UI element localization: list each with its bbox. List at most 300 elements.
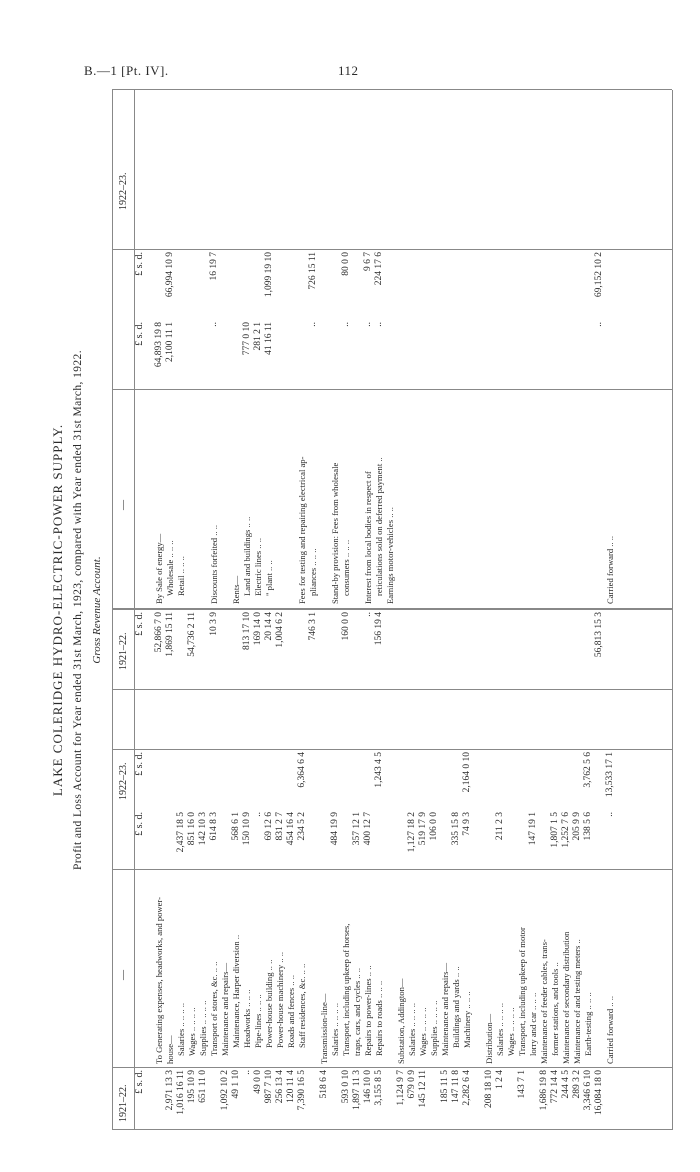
- item-description: [572, 394, 583, 604]
- cur-detail-amount: ..: [374, 322, 384, 327]
- col-divider: [112, 389, 672, 390]
- cur-detail-amount: 74 9 3: [462, 812, 472, 836]
- item-description: [396, 394, 407, 604]
- cur-total-amount: [176, 752, 187, 808]
- item-description: Stand-by provision: Fees from wholesale: [330, 462, 340, 604]
- table-bottom-rule: [672, 90, 673, 1130]
- cur-total-amount: [528, 752, 539, 808]
- item-description: Electric lines .. ..: [253, 538, 263, 596]
- cur-detail-amount: [165, 812, 176, 868]
- item-description: Repairs to power-lines .. ..: [363, 965, 373, 1056]
- item-description: [429, 394, 440, 604]
- cur-detail-amount: [187, 322, 198, 388]
- item-description: Maintenance of and testing meters ..: [572, 939, 582, 1064]
- cur-detail-amount: [396, 812, 407, 868]
- cur-total-amount: [495, 752, 506, 808]
- item-description: Wages .. .. .. ..: [506, 1007, 516, 1056]
- item-description: [198, 394, 209, 604]
- item-description: By Sale of energy—: [154, 533, 164, 604]
- cur-detail-amount: ..: [363, 322, 373, 327]
- cur-total-amount: [385, 252, 396, 318]
- col-divider: [112, 869, 672, 870]
- cur-total-amount: [451, 752, 462, 808]
- item-description: Salaries .. .. .. ..: [176, 1003, 186, 1056]
- account-name: Gross Revenue Account.: [91, 556, 103, 664]
- cur-detail-amount: [418, 322, 429, 388]
- cur-detail-amount: [495, 322, 506, 388]
- prev-amount: 7,390 16 5: [297, 1070, 307, 1111]
- prev-amount: 49 1 10: [231, 1070, 241, 1099]
- cur-detail-amount: [396, 322, 407, 388]
- cur-detail-amount: [198, 322, 209, 388]
- item-description: lorry and car .. .. ..: [528, 992, 538, 1056]
- cur-total-amount: [550, 752, 561, 808]
- prev-amount: 1 2 4: [495, 1070, 505, 1089]
- cur-detail-amount: 454 16 4: [286, 812, 296, 846]
- cur-detail-amount: 205 9 9: [572, 812, 582, 841]
- cur-total-amount: [330, 752, 341, 808]
- cur-total-amount: [242, 752, 253, 808]
- cur-total-amount: [319, 752, 330, 808]
- cur-total-amount: [308, 752, 319, 808]
- cur-detail-amount: [473, 812, 484, 868]
- cur-detail-amount: 831 2 7: [275, 812, 285, 841]
- cur-total-amount: [363, 752, 374, 808]
- cur-detail-amount: [550, 322, 561, 388]
- cur-detail-amount: [539, 322, 550, 388]
- prev-amount: 593 0 10: [341, 1070, 351, 1104]
- cur-detail-amount: [385, 812, 396, 868]
- cur-total-amount: [407, 752, 418, 808]
- item-description: [286, 394, 297, 604]
- prev-amount: [506, 612, 517, 688]
- prev-amount: 52,866 7 0: [154, 612, 164, 653]
- prev-amount: [231, 612, 242, 688]
- cur-detail-amount: [341, 812, 352, 868]
- item-description: Buildings and yards .. ..: [451, 966, 461, 1048]
- item-description: Supplies .. .. .. ..: [429, 1000, 439, 1056]
- cur-total-amount: [330, 252, 341, 318]
- col-divider: [112, 749, 672, 750]
- cur-total-amount: 13,533 17 1: [605, 752, 615, 798]
- table-left-rule: [112, 1129, 672, 1130]
- right-prev-year-heading: 1921–22.: [118, 632, 129, 670]
- prev-amount: [286, 612, 297, 688]
- prev-amount: 156 19 4: [374, 612, 384, 646]
- item-description: Wages .. .. .. ..: [187, 1007, 197, 1056]
- prev-amount: 1,686 19 8: [539, 1070, 549, 1111]
- cur-total-amount: [561, 252, 572, 318]
- item-description: [583, 394, 594, 604]
- cur-total-amount: [506, 252, 517, 318]
- cur-total-amount: 80 0 0: [341, 252, 351, 276]
- prev-amount: [473, 1070, 484, 1128]
- prev-amount: [308, 1070, 319, 1128]
- prev-amount: ..: [242, 1070, 252, 1075]
- cur-total-amount: [275, 752, 286, 808]
- cur-detail-amount: [297, 322, 308, 388]
- cur-detail-amount: [484, 812, 495, 868]
- cur-detail-amount: 851 16 0: [187, 812, 197, 846]
- item-description: To Generating expenses, headworks, and power-: [154, 897, 164, 1064]
- prev-amount: [209, 1070, 220, 1128]
- cur-total-amount: [154, 752, 165, 808]
- prev-amount: 1,092 10 2: [220, 1070, 230, 1111]
- prev-amount: [429, 612, 440, 688]
- item-description: Transport of stores, &c. .. ..: [209, 961, 219, 1056]
- prev-amount: 244 4 5: [561, 1070, 571, 1099]
- cur-detail-amount: ..: [341, 322, 351, 327]
- cur-total-amount: 726 15 11: [308, 252, 318, 290]
- cur-detail-amount: 211 2 3: [495, 812, 505, 841]
- cur-detail-amount: 1,127 18 2: [407, 812, 417, 853]
- cur-detail-amount: [407, 322, 418, 388]
- cur-total-amount: [517, 252, 528, 318]
- right-description-column: [154, 394, 616, 604]
- cur-detail-amount: [319, 812, 330, 868]
- cur-total-amount: [253, 252, 264, 318]
- cur-total-amount: [462, 252, 473, 318]
- cur-detail-amount: 335 15 8: [451, 812, 461, 846]
- prev-amount: [572, 612, 583, 688]
- item-description: Supplies .. .. .. ..: [198, 1000, 208, 1056]
- cur-total-amount: 3,762 5 6: [583, 752, 593, 788]
- cur-detail-amount: ..: [308, 322, 318, 327]
- cur-total-amount: [341, 752, 352, 808]
- cur-detail-amount: 614 8 3: [209, 812, 219, 841]
- cur-total-amount: 69,152 10 2: [594, 252, 604, 298]
- cur-total-amount: [484, 752, 495, 808]
- cur-total-amount: [187, 752, 198, 808]
- prev-amount: 10 3 9: [209, 612, 219, 636]
- prev-amount: [462, 612, 473, 688]
- cur-total-amount: [440, 252, 451, 318]
- left-cur-b-units: £ s. d.: [134, 752, 145, 776]
- item-description: [550, 394, 561, 604]
- item-description: Substation, Addington—: [396, 978, 406, 1064]
- item-description: [561, 394, 572, 604]
- page-reference: B.—1 [Pt. IV].: [84, 63, 169, 78]
- cur-total-amount: [352, 252, 363, 318]
- cur-total-amount: 2,164 0 10: [462, 752, 472, 793]
- item-description: Interest from local bodies in respect of: [363, 471, 373, 604]
- prev-amount: 746 3 1: [308, 612, 318, 641]
- cur-total-amount: 6,364 6 4: [297, 752, 307, 788]
- prev-amount: [385, 1070, 396, 1128]
- item-description: [308, 872, 319, 1064]
- prev-amount: 208 18 10: [484, 1070, 494, 1108]
- item-description: [594, 872, 605, 1064]
- cur-total-amount: [242, 252, 253, 318]
- prev-amount: [583, 612, 594, 688]
- cur-total-amount: [396, 252, 407, 318]
- cur-detail-amount: [451, 322, 462, 388]
- item-description: [506, 394, 517, 604]
- cur-detail-amount: [154, 812, 165, 868]
- cur-detail-amount: [286, 322, 297, 388]
- document-title: LAKE COLERIDGE HYDRO-ELECTRIC-POWER SUPPLY.: [50, 423, 65, 797]
- item-description: Discounts forfeited .. ..: [209, 525, 219, 604]
- prev-amount: 54,736 2 11: [187, 612, 197, 657]
- item-description: Carried forward .. ..: [605, 995, 615, 1064]
- item-description: [220, 394, 231, 604]
- prev-amount: 143 7 1: [517, 1070, 527, 1099]
- cur-total-amount: 9 6 7: [363, 252, 373, 271]
- item-description: pliances .. .. ..: [308, 548, 318, 596]
- cur-detail-amount: 281 2 1: [253, 322, 263, 351]
- prev-amount: [528, 612, 539, 688]
- cur-total-amount: [154, 252, 165, 318]
- item-description: Rents—: [231, 575, 241, 604]
- cur-detail-amount: 2,100 11 1: [165, 322, 175, 363]
- prev-amount: 56,813 15 3: [594, 612, 604, 658]
- right-cur-year-heading: 1922–23.: [118, 172, 129, 210]
- item-description: [484, 394, 495, 604]
- cur-total-amount: [429, 252, 440, 318]
- item-description: consumers .. .. ..: [341, 539, 351, 596]
- cur-detail-amount: [440, 812, 451, 868]
- cur-total-amount: [187, 252, 198, 318]
- cur-total-amount: [220, 252, 231, 318]
- cur-total-amount: [297, 252, 308, 318]
- cur-total-amount: [407, 252, 418, 318]
- right-cur-b-units: £ s. d.: [134, 252, 145, 276]
- cur-total-amount: [198, 752, 209, 808]
- center-divider: [112, 608, 672, 610]
- item-description: [539, 394, 550, 604]
- item-description: reticulations sold on deferred payment ..: [374, 457, 384, 596]
- cur-total-amount: [264, 752, 275, 808]
- cur-total-amount: [418, 752, 429, 808]
- cur-detail-amount: [473, 322, 484, 388]
- item-description: Wages .. .. .. ..: [418, 1007, 428, 1056]
- cur-detail-amount: 1,807 1 5: [550, 812, 560, 848]
- cur-total-amount: [572, 252, 583, 318]
- prev-amount: 1,897 11 3: [352, 1070, 362, 1111]
- prev-amount: [407, 612, 418, 688]
- item-description: [440, 394, 451, 604]
- cur-detail-amount: 69 12 6: [264, 812, 274, 841]
- cur-total-amount: [583, 252, 594, 318]
- prev-amount: 987 7 10: [264, 1070, 274, 1104]
- left-prev-year-column: [154, 1070, 605, 1128]
- right-desc-heading: —: [118, 500, 129, 510]
- cur-detail-amount: [231, 322, 242, 388]
- cur-detail-amount: [308, 812, 319, 868]
- prev-amount: 160 0 0: [341, 612, 351, 641]
- cur-total-amount: [506, 752, 517, 808]
- item-description: Maintenance and repairs—: [220, 962, 230, 1056]
- cur-detail-amount: [572, 322, 583, 388]
- prev-amount: ..: [363, 612, 373, 617]
- prev-amount: 1,016 16 11: [176, 1070, 186, 1115]
- prev-amount: [506, 1070, 517, 1128]
- prev-amount: [297, 612, 308, 688]
- document-subtitle: Profit and Loss Account for Year ended 31st March, 1923, compared with Year ended 31st March, 1922.: [72, 350, 84, 870]
- cur-detail-amount: [561, 322, 572, 388]
- prev-amount: 3,346 6 10: [583, 1070, 593, 1111]
- prev-amount: 1,124 9 7: [396, 1070, 406, 1106]
- cur-total-amount: [275, 252, 286, 318]
- cur-total-amount: [473, 752, 484, 808]
- cur-detail-amount: 519 17 9: [418, 812, 428, 846]
- prev-amount: 518 6 4: [319, 1070, 329, 1099]
- item-description: Pipe-lines .. .. ..: [253, 994, 263, 1048]
- item-description: Retail .. .. ..: [176, 556, 186, 596]
- prev-amount: 49 0 0: [253, 1070, 263, 1094]
- cur-total-amount: [198, 252, 209, 318]
- prev-amount: 679 0 9: [407, 1070, 417, 1099]
- item-description: Salaries .. .. .. ..: [407, 1003, 417, 1056]
- prev-amount: [473, 612, 484, 688]
- cur-detail-amount: ..: [594, 322, 604, 327]
- prev-amount: 16,084 18 0: [594, 1070, 604, 1116]
- item-description: [528, 394, 539, 604]
- cur-total-amount: [495, 252, 506, 318]
- prev-amount: 1,869 15 11: [165, 612, 175, 657]
- item-description: Salaries .. .. .. ..: [495, 1003, 505, 1056]
- table-header-rule: [134, 90, 135, 1130]
- prev-amount: 651 11 0: [198, 1070, 208, 1103]
- cur-total-amount: [231, 252, 242, 318]
- cur-total-amount: [517, 752, 528, 808]
- prev-amount: 2,971 13 3: [165, 1070, 175, 1111]
- cur-total-amount: [561, 752, 572, 808]
- right-prev-units: £ s. d.: [134, 612, 145, 636]
- left-desc-heading: —: [118, 970, 129, 980]
- left-cur-a-units: £ s. d.: [134, 812, 145, 836]
- col-divider: [112, 1067, 672, 1068]
- prev-amount: [330, 1070, 341, 1128]
- cur-detail-amount: 568 6 1: [231, 812, 241, 841]
- right-cur-year-detail-column: [154, 322, 605, 388]
- item-description: Transport, including upkeep of horses,: [341, 923, 351, 1056]
- left-description-column: [154, 872, 616, 1064]
- cur-total-amount: [352, 752, 363, 808]
- cur-total-amount: [539, 752, 550, 808]
- prev-amount: 772 14 4: [550, 1070, 560, 1104]
- cur-detail-amount: [484, 322, 495, 388]
- cur-total-amount: 1,099 19 10: [264, 252, 274, 298]
- prev-amount: 145 12 11: [418, 1070, 428, 1108]
- item-description: house—: [165, 1035, 175, 1064]
- prev-amount: [385, 612, 396, 688]
- prev-amount: [451, 612, 462, 688]
- right-cur-year-total-column: [154, 252, 605, 318]
- cur-total-amount: [418, 252, 429, 318]
- cur-total-amount: [550, 252, 561, 318]
- cur-total-amount: [440, 752, 451, 808]
- right-cur-a-units: £ s. d.: [134, 322, 145, 346]
- item-description: [594, 394, 605, 604]
- table-top-rule: [112, 90, 113, 1130]
- cur-detail-amount: 484 19 9: [330, 812, 340, 846]
- item-description: [407, 394, 418, 604]
- cur-detail-amount: 106 0 0: [429, 812, 439, 841]
- item-description: [352, 394, 363, 604]
- prev-amount: [528, 1070, 539, 1128]
- item-description: Maintenance of secondary distribution: [561, 931, 571, 1064]
- prev-amount: 256 13 4: [275, 1070, 285, 1104]
- cur-detail-amount: 138 5 6: [583, 812, 593, 841]
- cur-detail-amount: 777 0 10: [242, 322, 252, 356]
- prev-amount: [550, 612, 561, 688]
- table-right-rule: [112, 89, 672, 90]
- cur-total-amount: [176, 252, 187, 318]
- item-description: Headworks .. .. ..: [242, 989, 252, 1048]
- left-prev-units: £ s. d.: [134, 1070, 145, 1094]
- item-description: Machinery .. .. ..: [462, 991, 472, 1048]
- cur-detail-amount: 150 10 9: [242, 812, 252, 846]
- item-description: [418, 394, 429, 604]
- prev-amount: [352, 612, 363, 688]
- cur-total-amount: 66,994 10 9: [165, 252, 175, 298]
- cur-detail-amount: [462, 322, 473, 388]
- cur-detail-amount: [275, 322, 286, 388]
- cur-detail-amount: 2,437 18 5: [176, 812, 186, 853]
- cur-detail-amount: [319, 322, 330, 388]
- cur-total-amount: [165, 752, 176, 808]
- prev-amount: [176, 612, 187, 688]
- prev-amount: [495, 612, 506, 688]
- account-table: [112, 90, 672, 1130]
- cur-total-amount: [396, 752, 407, 808]
- cur-detail-amount: ..: [209, 322, 219, 327]
- item-description: Power-house machinery .. ..: [275, 951, 285, 1048]
- page-number: 112: [338, 63, 359, 78]
- prev-amount: [440, 612, 451, 688]
- item-description: Maintenance of feeder cables, trans-: [539, 939, 549, 1064]
- item-description: traps, cars, and cycles .. ..: [352, 967, 362, 1056]
- col-divider: [112, 689, 672, 690]
- item-description: [517, 394, 528, 604]
- prev-amount: [154, 1070, 165, 1128]
- left-cur-year-total-column: [154, 752, 616, 808]
- prev-amount: [539, 612, 550, 688]
- cur-total-amount: [594, 752, 605, 808]
- item-description: Fees for testing and repairing electrical ap-: [297, 456, 307, 604]
- cur-total-amount: [473, 252, 484, 318]
- cur-detail-amount: 147 19 1: [528, 812, 538, 846]
- left-cur-year-heading: 1922–23.: [118, 762, 129, 800]
- item-description: Wholesale .. .. ..: [165, 540, 175, 596]
- prev-amount: 120 11 4: [286, 1070, 296, 1103]
- prev-amount: 2,282 6 4: [462, 1070, 472, 1106]
- prev-amount: [319, 612, 330, 688]
- prev-amount: [429, 1070, 440, 1128]
- cur-detail-amount: [517, 812, 528, 868]
- prev-amount: 185 11 5: [440, 1070, 450, 1103]
- cur-detail-amount: [506, 322, 517, 388]
- cur-total-amount: [253, 752, 264, 808]
- cur-detail-amount: [429, 322, 440, 388]
- cur-detail-amount: [385, 322, 396, 388]
- prev-amount: [517, 612, 528, 688]
- cur-detail-amount: 41 16 11: [264, 322, 274, 355]
- cur-detail-amount: [176, 322, 187, 388]
- cur-detail-amount: [506, 812, 517, 868]
- item-description: Maintenance and repairs—: [440, 962, 450, 1056]
- item-description: [451, 394, 462, 604]
- col-divider: [112, 249, 672, 250]
- item-description: [462, 394, 473, 604]
- item-description: [385, 872, 396, 1064]
- cur-total-amount: [319, 252, 330, 318]
- prev-amount: [561, 612, 572, 688]
- prev-amount: [198, 612, 209, 688]
- cur-total-amount: [231, 752, 242, 808]
- cur-detail-amount: [352, 322, 363, 388]
